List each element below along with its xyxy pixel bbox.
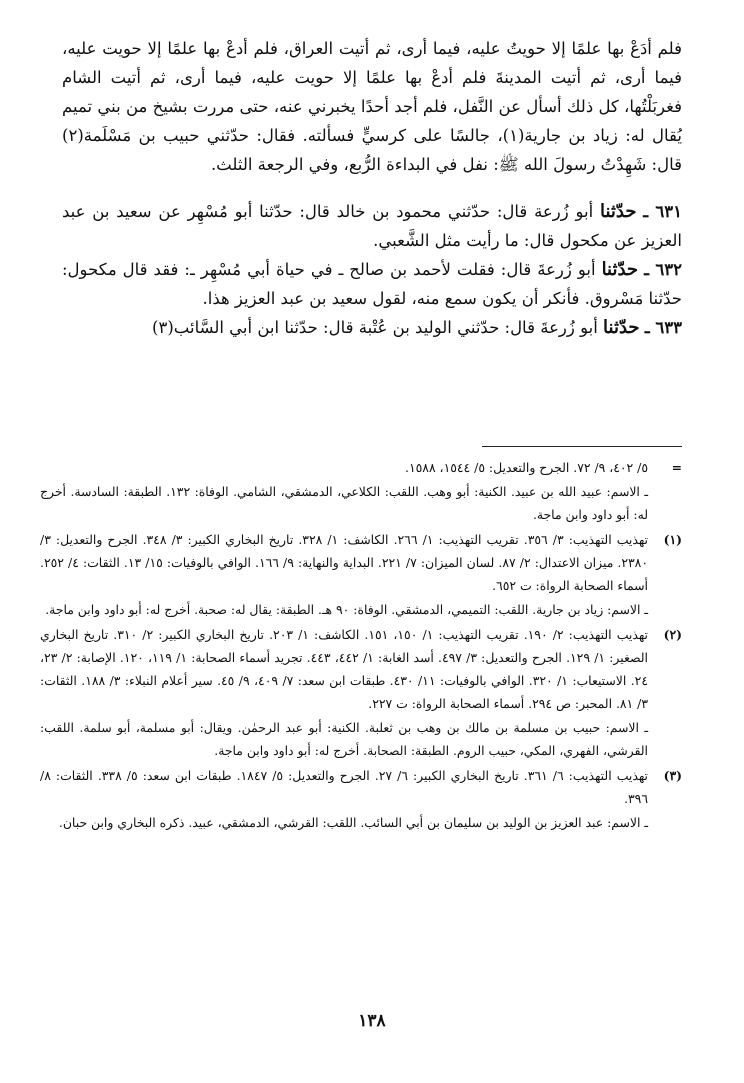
footnote-3 <box>40 764 682 834</box>
footnote-mark: (٢) <box>663 627 682 642</box>
footnote-entry: ـ الاسم: عبد العزيز بن الوليد بن سليمان بن أبي السائب. اللقب: القرشي، الدمشقي، عبيد. ذكره البخاري وابن حبان. <box>58 815 648 830</box>
narration-number: ٦٣٣ ـ <box>644 318 682 337</box>
footnote-entry: ـ الاسم: حبيب بن مسلمة بن مالك بن وهب بن ثعلبة. الكنية: أبو عبد الرحمٰن. ويقال: أبو مسلمة، أبو سلمة. اللقب: القرشي، الفهري، المكي، حبيب الروم. الطبقة: الصحابة. أخرج له: أبو داود وابن ماجة. <box>40 720 648 758</box>
footnote-entry: ـ الاسم: عبيد الله بن عبيد. الكنية: أبو وهب. اللقب: الكلاعي، الدمشقي، الشامي. الوفاة: ١٣٢. الطبقة: السادسة. أخرج له: أبو داود وابن ماجة. <box>40 484 648 522</box>
main-text <box>62 34 682 342</box>
page-number: ١٣٨ <box>358 1011 386 1031</box>
footnotes <box>40 456 682 836</box>
narration-632 <box>62 255 682 313</box>
narration-text: أبو زُرعة قال: حدّثني محمود بن خالد قال: حدّثنا أبو مُسْهِر عن سعيد بن عبد العزيز عن مكحول قال: ما رأيت مثل الشَّعبي. <box>62 202 682 250</box>
footnote-refs: تهذيب التهذيب: ٢/ ١٩٠. تقريب التهذيب: ١/ ١٥٠، ١٥١. الكاشف: ١/ ٢٠٣. تاريخ البخاري الكبير: ٢/ ٣١٠. تاريخ البخاري الصغير: ١/ ١٢٩. الجرح والتعديل: ٣/ ٤٩٧. أسد الغابة: ١/ ٤٤٢، ٤٤٣. تجريد أسماء الصحابة: ١/ ١١٩، ١٢٠. الإصابة: ٢/ ٢٣، ٢٤. الاستيعاب: ١/ ٣٢٠. الوافي بالوفيات: ١١/ ٤٣٠. طبقات ابن سعد: ٧/ ٤٠٩، ٩/ ٤٥. سير أعلام النبلاء: ٣/ ١٨٨. الثقات: ٣/ ٨١. المحبر: ص ٢٩٤. أسماء الصحابة الرواة: ت ٢٢٧. <box>40 627 648 711</box>
footnote-2 <box>40 623 682 762</box>
footnote-refs: تهذيب التهذيب: ٦/ ٣٦١. تاريخ البخاري الكبير: ٦/ ٢٧. الجرح والتعديل: ٥/ ١٨٤٧. طبقات ابن سعد: ٥/ ٣٣٨. الثقات: ٨/ ٣٩٦. <box>40 768 648 806</box>
footnote-refs: تهذيب التهذيب: ٣/ ٣٥٦. تقريب التهذيب: ١/ ٢٦٦. الكاشف: ١/ ٣٢٨. تاريخ البخاري الكبير: ٣/ ٣٤٨. الجرح والتعديل: ٣/ ٢٣٨٠. ميزان الاعتدال: ٢/ ٨٧. لسان الميزان: ٧/ ٢٢١. البداية والنهاية: ٩/ ١٦٦. الوافي بالوفيات: ١٥/ ١٣. الثقات: ٤/ ٢٥٢. أسماء الصحابة الرواة: ت ٦٥٢. <box>40 532 649 593</box>
footnote-refs: ٥/ ٤٠٢، ٩/ ٧٢. الجرح والتعديل: ٥/ ١٥٤٤، ١٥٨٨. <box>405 460 648 475</box>
narration-631 <box>62 197 682 255</box>
narration-keyword: حدّثنا <box>603 317 640 338</box>
narration-633 <box>62 313 682 342</box>
narration-text: أبو زُرعةَ قال: فقلت لأحمد بن صالح ـ في حياة أبي مُسْهِر ـ: فقد قال مكحول: حدّثنا مَسْروق. فأنكر أن يكون سمع منه، لقول سعيد بن عبد العزيز هذا. <box>62 260 682 308</box>
footnote-entry: ـ الاسم: زياد بن جارية. اللقب: التميمي، الدمشقي. الوفاة: ٩٠ هـ. الطبقة: يقال له: صحبة. أخرج له: أبو داود وابن ماجة. <box>45 602 648 617</box>
footnote-mark: (١) <box>663 532 682 547</box>
narration-number: ٦٣٢ ـ <box>644 260 682 279</box>
footnote-continuation <box>40 456 682 526</box>
footnote-mark: (٣) <box>663 768 682 783</box>
footnote-mark: = <box>671 460 682 475</box>
footnote-1 <box>40 528 682 621</box>
footnote-separator <box>482 446 682 447</box>
narration-keyword: حدّثنا <box>601 259 639 280</box>
narration-keyword: حدّثنا <box>599 201 637 222</box>
narration-text: أبو زُرعةَ قال: حدّثني الوليد بن عُتْبة قال: حدّثنا ابن أبي السَّائب(٣) <box>152 318 598 337</box>
intro-paragraph: فلم أدَعْ بها علمًا إلا حويتُ عليه، فيما أرى، ثم أتيت العراق، فلم أدعْ بها علمًا إلا حويت عليه، فيما أرى، ثم أتيت المدينةَ فلم أدعْ بها علمًا إلا حويت عليه، فيما أرى، ثم أتيت الشام فغربَلْتُها، كل ذلك أسأل عن النَّفل، فلم أجد أحدًا يخبرني عنه، حتى مررت بشيخ من بني تميم يُقال له: زياد بن جارية(١)، جالسًا على كرسيٍّ فسألته. فقال: حدّثني حبيب بن مَسْلَمة(٢) قال: شَهِدْتُ رسولَ الله ﷺ: نفل في البداءة الرُّبع، وفي الرجعة الثلث. <box>62 39 682 174</box>
narration-number: ٦٣١ ـ <box>643 202 682 221</box>
